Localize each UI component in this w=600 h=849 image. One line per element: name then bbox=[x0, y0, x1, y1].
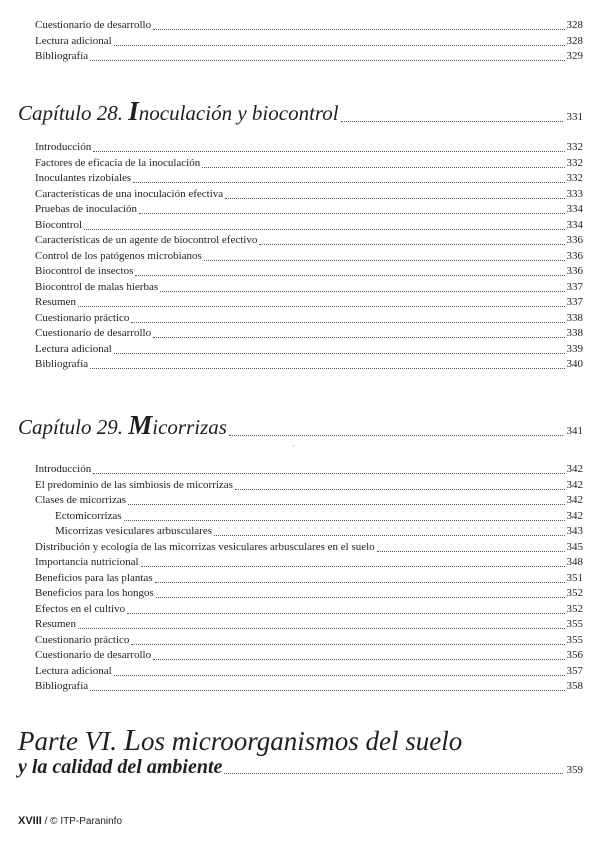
page-footer bbox=[18, 815, 122, 827]
toc-entry[interactable] bbox=[35, 233, 583, 248]
toc-entry-page: 332 bbox=[566, 172, 583, 184]
dot-leader bbox=[139, 213, 564, 214]
dot-leader bbox=[78, 306, 565, 307]
toc-entry[interactable] bbox=[35, 357, 583, 372]
toc-entry-page: 342 bbox=[566, 509, 583, 522]
toc-entry-page: 328 bbox=[566, 19, 583, 31]
dot-leader bbox=[225, 198, 564, 199]
toc-entry[interactable] bbox=[35, 664, 583, 679]
dot-leader bbox=[84, 229, 564, 230]
publisher-credit: / © ITP-Paraninfo bbox=[41, 816, 123, 827]
toc-entry-page: 332 bbox=[566, 141, 583, 153]
toc-entry-label: Bibliografía bbox=[35, 358, 89, 370]
chapter-28-heading[interactable] bbox=[18, 96, 583, 127]
toc-entry[interactable] bbox=[35, 295, 583, 310]
toc-entry[interactable] bbox=[35, 156, 583, 171]
toc-entry-label: El predominio de las simbiosis de micorrizas bbox=[35, 478, 233, 491]
dot-leader bbox=[127, 613, 564, 614]
dot-leader bbox=[135, 275, 564, 276]
toc-entry-page: 352 bbox=[566, 602, 583, 615]
toc-entry[interactable] bbox=[35, 602, 583, 617]
toc-entry-label: Introducción bbox=[35, 463, 92, 475]
dot-leader bbox=[155, 582, 565, 583]
toc-entry-page: 338 bbox=[566, 311, 583, 324]
toc-entry-page: 336 bbox=[566, 249, 583, 262]
toc-entry-label: Resumen bbox=[35, 618, 76, 630]
dot-leader bbox=[90, 690, 564, 691]
toc-entry-label: Lectura adicional bbox=[35, 342, 112, 355]
dot-leader bbox=[90, 368, 564, 369]
toc-entry-label: Características de una inoculación efectiva bbox=[35, 187, 224, 200]
toc-entry-label: Importancia nutricional bbox=[35, 556, 139, 568]
toc-entry-label: Micorrizas vesiculares arbusculares bbox=[55, 525, 212, 537]
dot-leader bbox=[156, 597, 565, 598]
toc-entry[interactable] bbox=[35, 679, 583, 694]
toc-entry-label: Factores de eficacia de la inoculación bbox=[35, 156, 201, 169]
part-6-page: 359 bbox=[566, 764, 583, 776]
toc-entry[interactable] bbox=[35, 202, 583, 217]
toc-entry[interactable] bbox=[35, 342, 583, 357]
toc-entry-page: 337 bbox=[566, 280, 583, 293]
toc-entry-label: Biocontrol de insectos bbox=[35, 265, 134, 277]
dot-leader bbox=[131, 644, 564, 645]
dot-leader bbox=[214, 535, 565, 536]
toc-entry[interactable] bbox=[35, 633, 583, 648]
toc-entry-label: Distribución y ecología de las micorrizas vesiculares arbusculares en el suelo bbox=[35, 540, 375, 553]
chapter-28-title: Capítulo 28. Inoculación y biocontrol bbox=[18, 96, 339, 126]
toc-entry-page: 342 bbox=[566, 478, 583, 491]
toc-entry-page: 333 bbox=[566, 187, 583, 200]
dot-leader bbox=[90, 60, 564, 61]
toc-entry-page: 342 bbox=[566, 494, 583, 506]
toc-entry[interactable] bbox=[35, 586, 583, 601]
toc-entry-page: 351 bbox=[566, 571, 583, 584]
dot-leader bbox=[204, 260, 565, 261]
chapter-28-page: 331 bbox=[566, 111, 583, 123]
dot-leader bbox=[78, 628, 565, 629]
dot-leader bbox=[160, 291, 564, 292]
dot-leader bbox=[259, 244, 564, 245]
toc-entry-label: Ectomicorrizas bbox=[55, 509, 122, 522]
toc-entry[interactable] bbox=[35, 540, 583, 555]
toc-entry[interactable] bbox=[35, 462, 583, 477]
dot-leader bbox=[153, 29, 564, 30]
toc-entry-label: Cuestionario de desarrollo bbox=[35, 19, 152, 31]
toc-entry-label: Características de un agente de biocontrol efectivo bbox=[35, 234, 258, 246]
dot-leader bbox=[341, 121, 563, 122]
dot-leader bbox=[124, 520, 565, 521]
dot-leader bbox=[224, 773, 562, 774]
dot-leader bbox=[202, 167, 564, 168]
toc-entry[interactable] bbox=[35, 49, 583, 64]
toc-entry-label: Beneficios para las plantas bbox=[35, 571, 153, 584]
toc-entry-label: Efectos en el cultivo bbox=[35, 602, 126, 615]
toc-entry-page: 334 bbox=[566, 203, 583, 215]
dot-leader bbox=[141, 566, 565, 567]
toc-entry-page: 352 bbox=[566, 587, 583, 599]
toc-entry-label: Cuestionario de desarrollo bbox=[35, 327, 152, 339]
toc-entry-page: 345 bbox=[566, 540, 583, 553]
dot-leader bbox=[229, 435, 563, 436]
toc-entry-label: Cuestionario de desarrollo bbox=[35, 649, 152, 661]
part-6-subtitle: y la calidad del ambiente bbox=[18, 756, 223, 778]
toc-entry-page: 338 bbox=[566, 327, 583, 339]
chapter-29-title: Capítulo 29. Micorrizas bbox=[18, 410, 227, 440]
part-6-title[interactable]: Parte VI. Los microorganismos del suelo bbox=[18, 722, 463, 757]
toc-entry-label: Pruebas de inoculación bbox=[35, 203, 138, 215]
dot-leader bbox=[93, 473, 564, 474]
dot-leader bbox=[153, 659, 564, 660]
toc-entry[interactable] bbox=[35, 18, 583, 33]
toc-entry[interactable] bbox=[55, 524, 583, 539]
toc-entry-page: 358 bbox=[566, 680, 583, 692]
toc-entry-page: 342 bbox=[566, 463, 583, 475]
dot-leader bbox=[235, 489, 565, 490]
toc-entry-page: 340 bbox=[566, 358, 583, 370]
toc-entry-label: Bibliografía bbox=[35, 50, 89, 62]
toc-entry[interactable] bbox=[35, 326, 583, 341]
toc-entry-page: 328 bbox=[566, 34, 583, 47]
dot-leader bbox=[93, 151, 564, 152]
dot-leader bbox=[153, 337, 564, 338]
toc-entry[interactable] bbox=[35, 187, 583, 202]
chapter-29-heading[interactable] bbox=[18, 410, 583, 441]
toc-entry[interactable] bbox=[35, 478, 583, 493]
toc-entry-label: Control de los patógenos microbianos bbox=[35, 249, 202, 262]
dot-leader bbox=[131, 322, 564, 323]
print-speck: ˊ bbox=[292, 444, 295, 454]
toc-entry-page: 348 bbox=[566, 556, 583, 568]
toc-entry-page: 356 bbox=[566, 649, 583, 661]
toc-entry[interactable] bbox=[35, 555, 583, 570]
toc-entry[interactable] bbox=[35, 218, 583, 233]
toc-entry-label: Inoculantes rizobiales bbox=[35, 172, 132, 184]
toc-entry-page: 334 bbox=[566, 218, 583, 231]
toc-entry-label: Lectura adicional bbox=[35, 34, 112, 47]
toc-entry-page: 355 bbox=[566, 618, 583, 630]
dot-leader bbox=[377, 551, 565, 552]
toc-entry-label: Cuestionario práctico bbox=[35, 633, 130, 646]
toc-entry[interactable] bbox=[35, 171, 583, 186]
toc-entry-page: 329 bbox=[566, 50, 583, 62]
toc-entry[interactable] bbox=[35, 617, 583, 632]
toc-entry[interactable] bbox=[35, 648, 583, 663]
toc-entry-label: Biocontrol bbox=[35, 218, 83, 231]
toc-entry[interactable] bbox=[35, 280, 583, 295]
toc-entry-page: 339 bbox=[566, 342, 583, 355]
toc-entry-page: 355 bbox=[566, 633, 583, 646]
toc-entry[interactable] bbox=[55, 509, 583, 524]
toc-entry[interactable] bbox=[35, 493, 583, 508]
toc-entry-label: Clases de micorrizas bbox=[35, 494, 127, 506]
part-6-subtitle-row[interactable] bbox=[18, 756, 583, 779]
toc-entry-page: 332 bbox=[566, 156, 583, 169]
toc-entry-label: Bibliografía bbox=[35, 680, 89, 692]
dot-leader bbox=[133, 182, 564, 183]
toc-entry-label: Lectura adicional bbox=[35, 664, 112, 677]
toc-entry-label: Biocontrol de malas hierbas bbox=[35, 280, 159, 293]
toc-entry-page: 357 bbox=[566, 664, 583, 677]
toc-entry-label: Cuestionario práctico bbox=[35, 311, 130, 324]
toc-entry-page: 343 bbox=[566, 525, 583, 537]
toc-entry[interactable] bbox=[35, 264, 583, 279]
toc-entry[interactable] bbox=[35, 34, 583, 49]
chapter-29-page: 341 bbox=[566, 425, 583, 437]
toc-entry[interactable] bbox=[35, 140, 583, 155]
dot-leader bbox=[114, 353, 565, 354]
toc-entry-label: Resumen bbox=[35, 296, 76, 308]
dot-leader bbox=[114, 675, 565, 676]
toc-entry-page: 337 bbox=[566, 296, 583, 308]
toc-entry[interactable] bbox=[35, 249, 583, 264]
toc-entry-label: Introducción bbox=[35, 141, 92, 153]
dot-leader bbox=[114, 45, 565, 46]
toc-entry[interactable] bbox=[35, 311, 583, 326]
toc-entry-page: 336 bbox=[566, 265, 583, 277]
toc-entry[interactable] bbox=[35, 571, 583, 586]
toc-entry-label: Beneficios para los hongos bbox=[35, 587, 154, 599]
dot-leader bbox=[128, 504, 564, 505]
folio-number: XVIII bbox=[18, 815, 42, 827]
toc-entry-page: 336 bbox=[566, 234, 583, 246]
